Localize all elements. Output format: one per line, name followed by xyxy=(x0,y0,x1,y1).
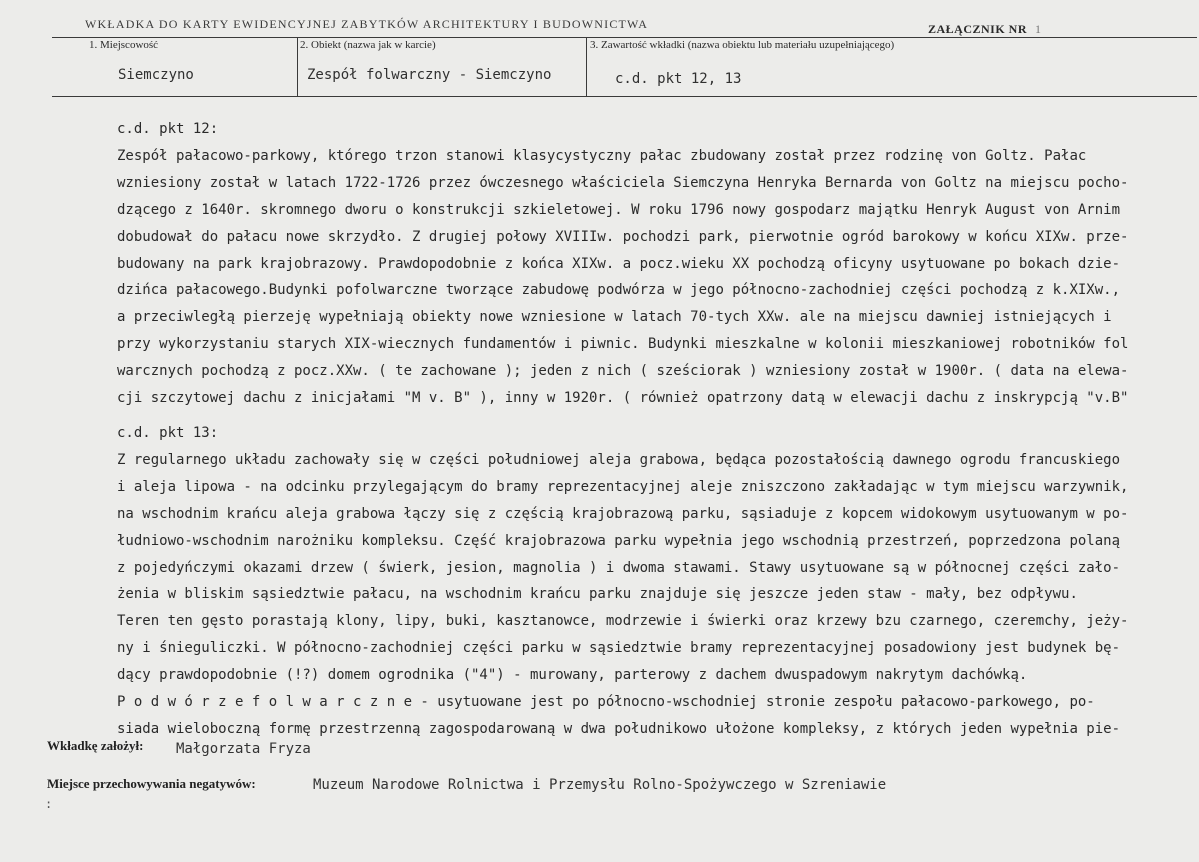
text-line: P o d w ó r z e f o l w a r c z n e - usytuowane jest po północno-wschodniej stronie zespołu pałacowo-parkowego, po- xyxy=(117,694,1095,711)
annex-number: 1 xyxy=(1035,22,1042,36)
text-line: a przeciwległą pierzeję wypełniają obiekty nowe wzniesione w latach 70-tych XXw. ale na miejscu dawniej istniejących i xyxy=(117,309,1112,326)
text-line: ny i śnieguliczki. W północno-zachodniej części parku w sąsiedztwie bramy reprezentacyjnej posadowiony jest budynek bę- xyxy=(117,640,1121,657)
object-label: 2. Obiekt (nazwa jak w karcie) xyxy=(300,39,436,51)
author-label: Wkładkę założył: xyxy=(47,738,144,753)
text-line: na wschodnim krańcu aleja grabowa łączy się z częścią krajobrazową parku, sąsiaduje z kopcem widokowym usytuowanym w po- xyxy=(117,505,1129,522)
text-line: dobudował do pałacu nowe skrzydło. Z drugiej połowy XVIIIw. pochodzi park, pierwotnie ogród barokowy w końcu XIXw. prze- xyxy=(117,228,1129,245)
column-divider-1 xyxy=(297,37,298,96)
text-line: łudniowo-wschodnim narożniku kompleksu. Część krajobrazowa parku wypełnia jego wschodnią przestrzeń, poprzedzona polaną xyxy=(117,532,1121,549)
text-line: dzącego z 1640r. skromnego dworu o konstrukcji szkieletowej. W roku 1796 nowy gospodarz majątku Henryk August von Arnim xyxy=(117,201,1121,218)
negatives-value: Muzeum Narodowe Rolnictwa i Przemysłu Rolno-Spożywczego w Szreniawie xyxy=(313,777,887,793)
locality-value: Siemczyno xyxy=(118,67,194,83)
text-line: cji szczytowej dachu z inicjałami "M v. B" ), inny w 1920r. ( również opatrzony datą w elewacji dachu z inskrypcją "v.B" xyxy=(117,390,1129,407)
text-line: z pojedyńczymi okazami drzew ( świerk, jesion, magnolia ) i dwoma stawami. Stawy usytuowane są w północnej części zało- xyxy=(117,559,1121,576)
text-line: Zespół pałacowo-parkowy, którego trzon stanowi klasycystyczny pałac zbudowany został przez rodzinę von Goltz. Pałac xyxy=(117,147,1087,164)
section-13-heading: c.d. pkt 13: xyxy=(117,425,219,441)
section-12-heading: c.d. pkt 12: xyxy=(117,121,219,137)
column-divider-2 xyxy=(586,37,587,96)
text-line: siada wieloboczną formę przestrzenną zagospodarowaną w dwa południkowo ułożone kompleksy, z których jeden wypełnia pie- xyxy=(117,720,1121,737)
locality-label: 1. Miejscowość xyxy=(89,39,159,51)
section-12 xyxy=(117,116,1142,412)
text-line: dący prawdopodobnie (!?) domem ogrodnika ("4") - murowany, parterowy z dachem dwuspadowym nakrytym dachówką. xyxy=(117,667,1028,684)
document-header-title: WKŁADKA DO KARTY EWIDENCYJNEJ ZABYTKÓW ARCHITEKTURY I BUDOWNICTWA xyxy=(85,17,649,31)
author-value: Małgorzata Fryza xyxy=(176,741,311,757)
annex-label xyxy=(928,22,1042,37)
text-line: warcznych pochodzą z pocz.XXw. ( te zachowane ); jeden z nich ( sześciorak ) wzniesiony został w 1900r. ( data na elewa- xyxy=(117,363,1129,380)
section-12-body xyxy=(117,143,1142,412)
text-line: żenia w bliskim sąsiedztwie pałacu, na wschodnim krańcu parku znajduje się jeszcze jeden staw - mały, bez odpływu. xyxy=(117,586,1078,603)
negatives-label: Miejsce przechowywania negatywów: xyxy=(47,776,256,791)
text-line: dzińca pałacowego.Budynki pofolwarczne tworzące zabudowę podwórza w jego północno-zachodniej części pochodzą z k.XIXw., xyxy=(117,282,1121,299)
content-value: c.d. pkt 12, 13 xyxy=(615,71,742,87)
annex-label-text: ZAŁĄCZNIK NR xyxy=(928,22,1028,36)
header-top-rule xyxy=(52,37,1197,38)
section-13 xyxy=(117,420,1142,743)
text-line: i aleja lipowa - na odcinku przylegającym do bramy reprezentacyjnej aleje zniszczono zakładając w tym miejscu warzywnik, xyxy=(117,478,1129,495)
text-line: Z regularnego układu zachowały się w części południowej aleja grabowa, będąca pozostałością dawnego ogrodu francuskiego xyxy=(117,451,1121,468)
text-line: wzniesiony został w latach 1722-1726 przez ówczesnego właściciela Siemczyna Henryka Bernarda von Goltz na miejscu pocho- xyxy=(117,174,1129,191)
trailing-mark: : xyxy=(45,797,53,811)
content-label: 3. Zawartość wkładki (nazwa obiektu lub materiału uzupełniającego) xyxy=(590,39,895,51)
text-line: Teren ten gęsto porastają klony, lipy, buki, kasztanowce, modrzewie i świerki oraz krzewy bzu czarnego, czeremchy, jeży- xyxy=(117,613,1129,630)
section-13-body xyxy=(117,447,1142,743)
text-line: przy wykorzystaniu starych XIX-wiecznych fundamentów i piwnic. Budynki mieszkalne w kolonii mieszkaniowej robotników fol xyxy=(117,336,1129,353)
object-value: Zespół folwarczny - Siemczyno xyxy=(307,67,552,83)
header-bottom-rule xyxy=(52,96,1197,97)
text-line: budowany na park krajobrazowy. Prawdopodobnie z końca XIXw. a pocz.wieku XX pochodzą oficyny usytuowane po bokach dzie- xyxy=(117,255,1121,272)
